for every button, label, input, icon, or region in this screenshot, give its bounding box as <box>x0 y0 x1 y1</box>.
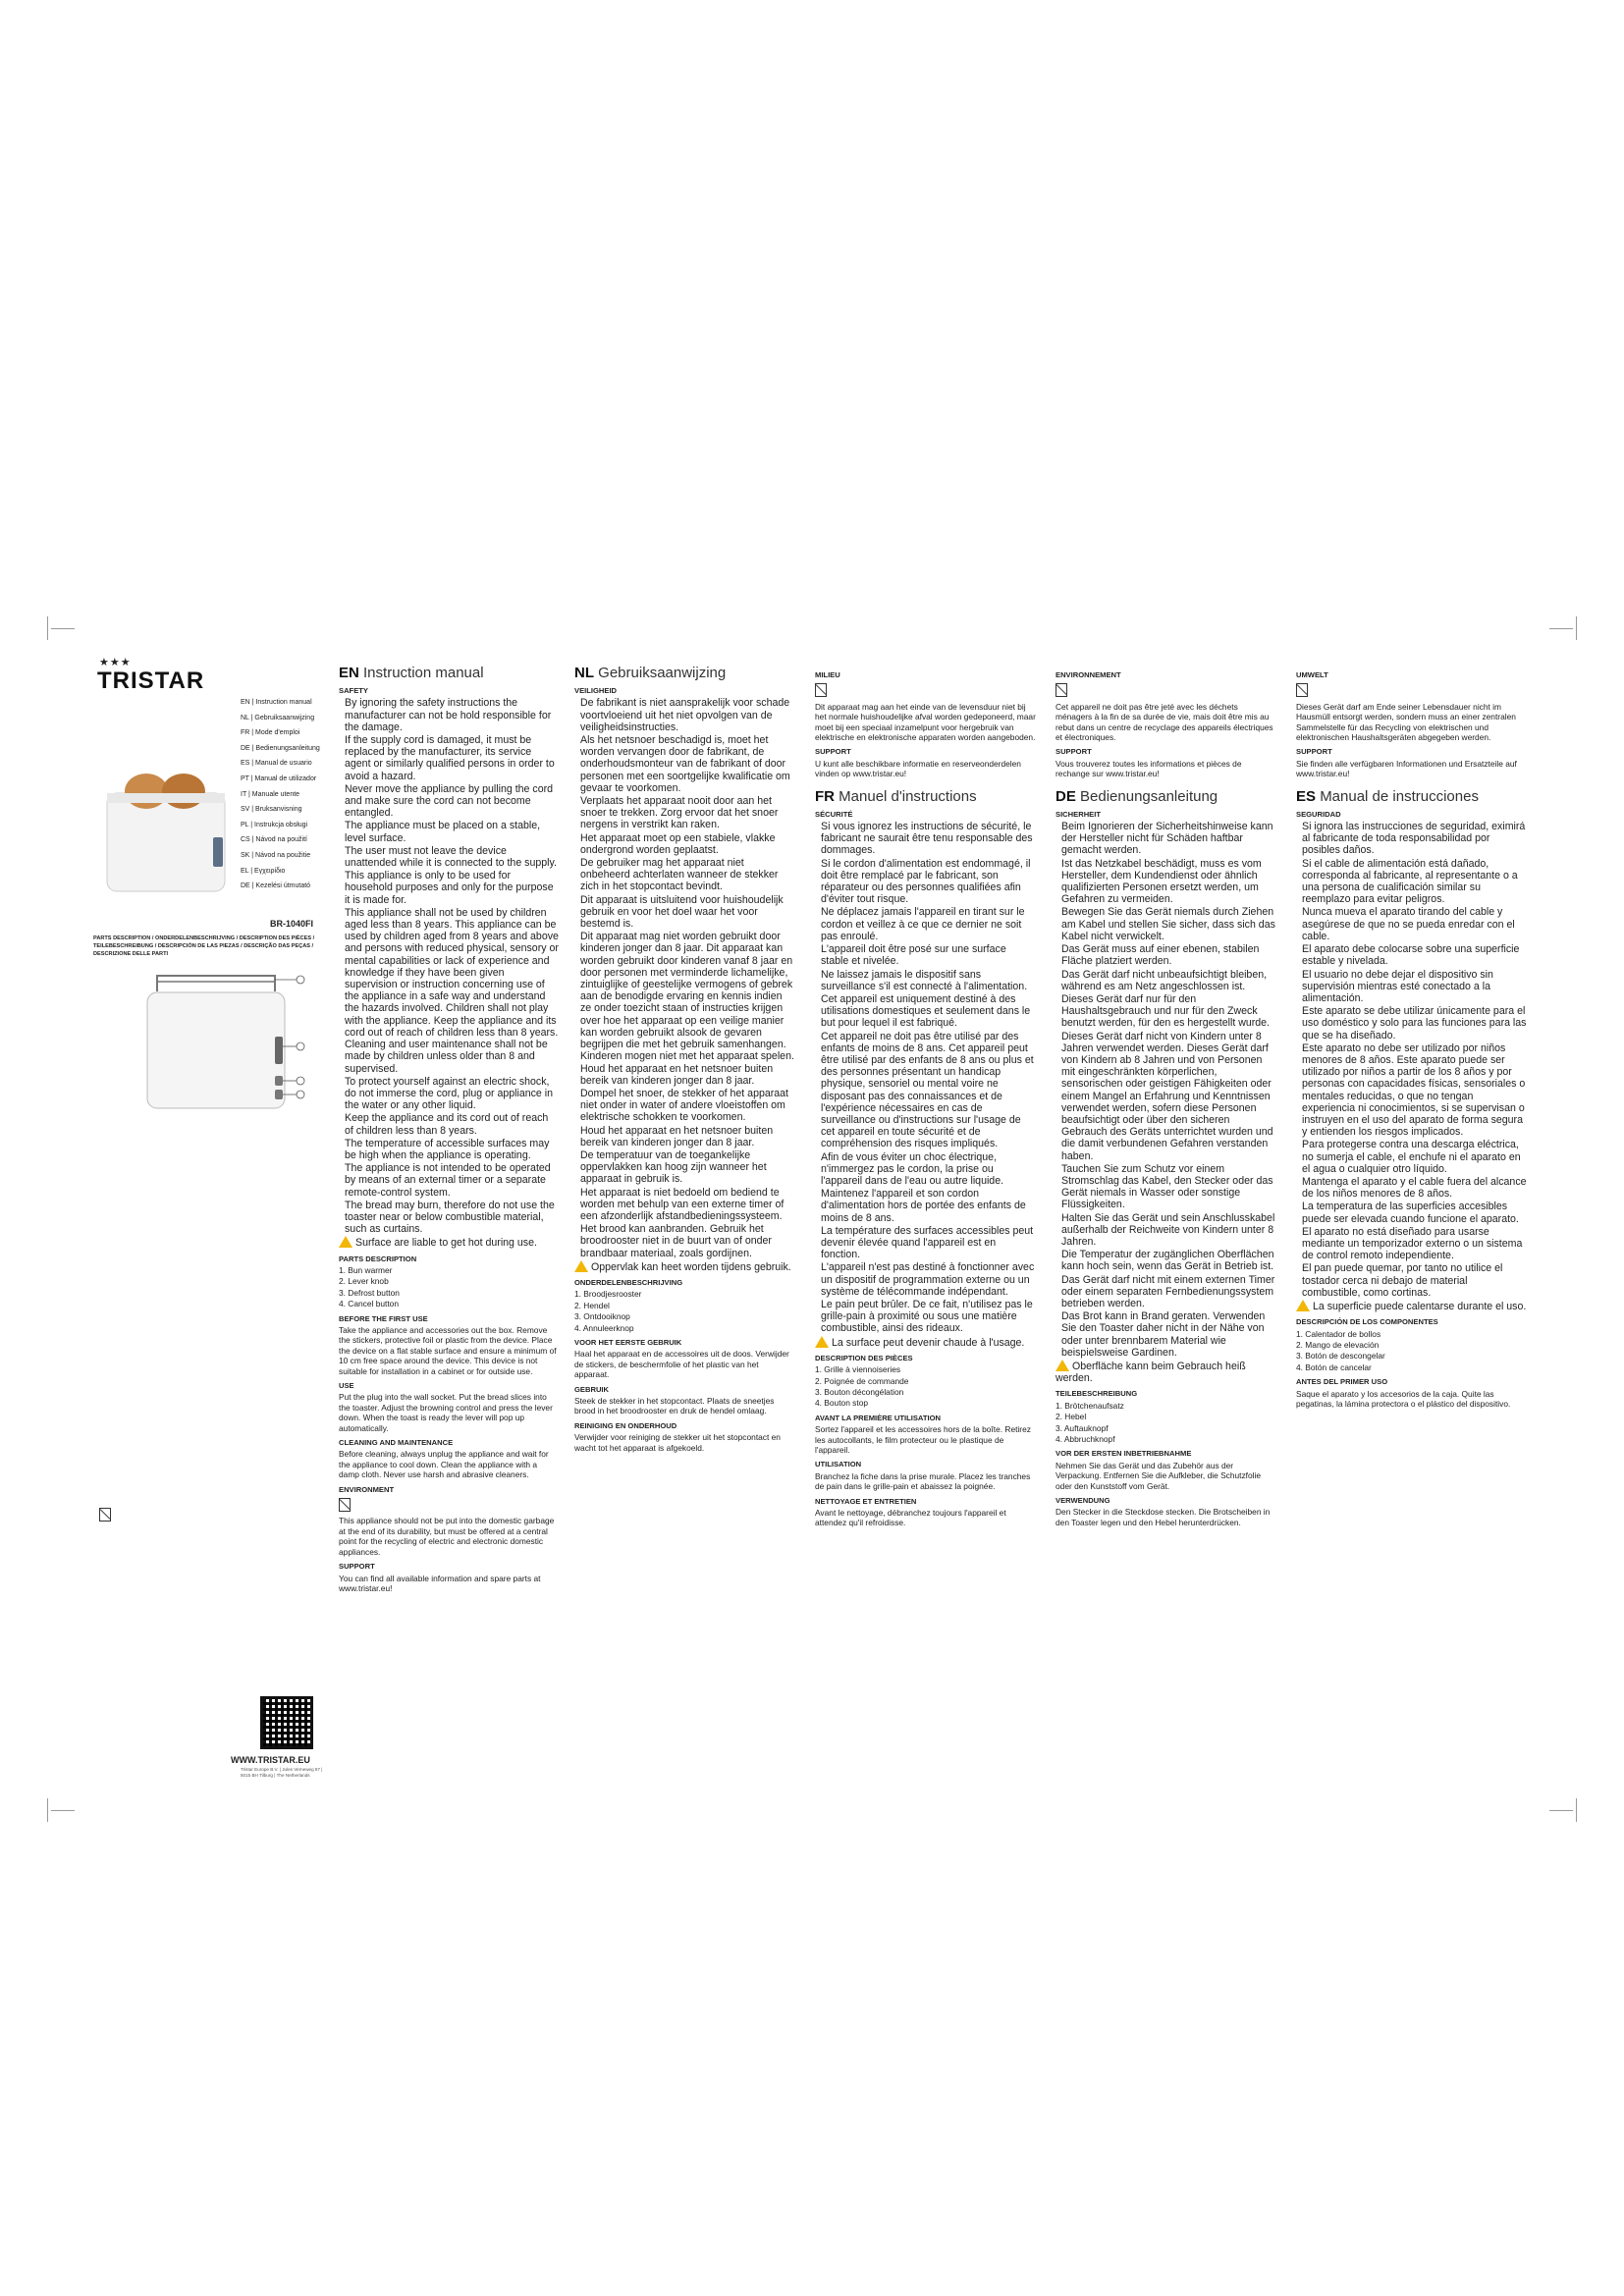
list-item: 4. Cancel button <box>339 1299 399 1309</box>
crop-mark <box>51 1810 75 1811</box>
first-use-heading: AVANT LA PREMIÈRE UTILISATION <box>815 1413 941 1422</box>
support-heading: SUPPORT <box>1296 747 1332 757</box>
language-list <box>241 695 320 894</box>
list-item: 3. Botón de descongelar <box>1296 1351 1385 1362</box>
language-item: NL | Gebruiksaanwijzing <box>241 714 315 721</box>
list-item: 1. Brötchenaufsatz <box>1056 1400 1124 1411</box>
cleaning-text: Before cleaning, always unplug the appliance and wait for the appliance to cool down. Clean the appliance with a damp cloth. Never use harsh and abrasive cleaners. <box>339 1449 549 1480</box>
list-item: • To protect yourself against an electric shock, do not immerse the cord, plug or appliance in the water or any other liquid. <box>345 1076 560 1112</box>
cleaning-text: Verwijder voor reiniging de stekker uit het stopcontact en wacht tot het apparaat is afgekoeld. <box>574 1432 781 1453</box>
list-item: • Als het netsnoer beschadigd is, moet het worden vervangen door de fabrikant, de onderhoudsmonteur van de fabrikant of door personen met een soortgelijke kwalificatie om gevaar te voorkomen. <box>580 734 795 794</box>
hot-surface-warning: Oppervlak kan heet worden tijdens gebruik. <box>574 1260 795 1273</box>
list-item: 2. Lever knob <box>339 1276 389 1287</box>
list-item: 3. Auftauknopf <box>1056 1422 1109 1433</box>
language-item: SK | Návod na použitie <box>241 851 311 859</box>
support-text: U kunt alle beschikbare informatie en reserveonderdelen vinden op www.tristar.eu! <box>815 758 1021 779</box>
support-heading: SUPPORT <box>815 747 851 757</box>
list-item: • The appliance must be placed on a stable, level surface. <box>345 820 560 843</box>
recycle-bin-icon <box>1056 683 1067 697</box>
use-heading: USE <box>339 1381 354 1391</box>
language-item: IT | Manuale utente <box>241 790 300 798</box>
support-text: Sie finden alle verfügbaren Informationen und Ersatzteile auf www.tristar.eu! <box>1296 758 1517 779</box>
language-item: DE | Kezelési útmutató <box>241 882 311 890</box>
list-item: • The temperature of accessible surfaces may be high when the appliance is operating. <box>345 1138 560 1161</box>
first-use-text: Saque el aparato y los accesorios de la caja. Quite las pegatinas, la lámina protectora o el plástico del dispositivo. <box>1296 1388 1511 1410</box>
model-number: BR-1040FI <box>270 919 314 929</box>
environment-text: Dit apparaat mag aan het einde van de levensduur niet bij het normale huishoudelijke afval worden gedeponeerd, maar moet bij een speciaal inzamelpunt voor hergebruik van elektrische en elektronische apparaten worden aangeboden. <box>815 701 1036 743</box>
list-item: 1. Grille à viennoiseries <box>815 1364 901 1375</box>
list-item: • Beim Ignorieren der Sicherheitshinweise kann der Hersteller nicht für Schäden haftbar gemacht werden. <box>1061 821 1276 857</box>
list-item: • Die Temperatur der zugänglichen Oberflächen kann hoch sein, wenn das Gerät in Betrieb ist. <box>1061 1249 1276 1272</box>
cleaning-heading: NETTOYAGE ET ENTRETIEN <box>815 1496 917 1506</box>
warning-icon <box>339 1236 352 1248</box>
section-title: ES Manual de instrucciones <box>1296 787 1479 805</box>
warning-icon <box>574 1260 588 1272</box>
language-item: CS | Návod na použití <box>241 836 307 844</box>
hot-surface-warning: Oberfläche kann beim Gebrauch heiß werden. <box>1056 1361 1246 1385</box>
section-title: EN Instruction manual <box>339 666 484 681</box>
list-item: 2. Hendel <box>574 1300 610 1310</box>
crop-mark <box>47 1798 48 1822</box>
crop-mark <box>1576 1798 1577 1822</box>
language-item: PT | Manual de utilizador <box>241 774 317 782</box>
list-item: • La température des surfaces accessibles peut devenir élevée quand l'appareil est en fonction. <box>821 1225 1036 1261</box>
environment-heading: UMWELT <box>1296 670 1328 679</box>
list-item: • Si ignora las instrucciones de seguridad, eximirá al fabricante de toda responsabilidad por posibles daños. <box>1302 821 1527 857</box>
first-use-heading: VOOR HET EERSTE GEBRUIK <box>574 1337 682 1347</box>
list-item: 1. Calentador de bollos <box>1296 1328 1381 1339</box>
environment-text: Dieses Gerät darf am Ende seiner Lebensdauer nicht im Hausmüll entsorgt werden, sondern muss an einer zentralen Sammelstelle für das Recycling von elektrischen und elektronischen Haushaltsgeräten abgegeben werden. <box>1296 701 1516 743</box>
nl-column <box>574 666 795 1770</box>
hot-surface-warning: La superficie puede calentarse durante el uso. <box>1296 1300 1527 1312</box>
list-item: • If the supply cord is damaged, it must be replaced by the manufacturer, its service agent or similarly qualified persons in order to avoid a hazard. <box>345 734 560 782</box>
list-item: • Cet appareil est uniquement destiné à des utilisations domestiques et seulement dans le but pour lequel il est fabriqué. <box>821 993 1036 1030</box>
address: Tristar Europe B.V. | Jules Verneweg 87 | 5015 BH Tilburg | The Netherlands <box>241 1767 323 1778</box>
safety-list <box>1296 821 1527 1299</box>
section-title: FR Manuel d'instructions <box>815 787 977 805</box>
parts-heading: DESCRIPCIÓN DE LOS COMPONENTES <box>1296 1317 1438 1327</box>
list-item: • Verplaats het apparaat nooit door aan het snoer te trekken. Zorg ervoor dat het snoer nergens in verstrikt kan raken. <box>580 795 795 831</box>
safety-list <box>815 821 1036 1335</box>
list-item: 1. Bun warmer <box>339 1264 393 1275</box>
list-item: • El pan puede quemar, por tanto no utilice el tostador cerca ni debajo de material combustible, como cortinas. <box>1302 1262 1527 1299</box>
safety-heading: VEILIGHEID <box>574 686 618 695</box>
list-item: • Das Gerät darf nicht mit einem externen Timer oder einem separaten Fernbedienungssystem betrieben werden. <box>1061 1274 1276 1310</box>
first-use-text: Nehmen Sie das Gerät und das Zubehör aus der Verpackung. Entfernen Sie die Aufkleber, die Schutzfolie oder den Kunststoff vom Gerät. <box>1056 1460 1262 1491</box>
list-item: • Cet appareil ne doit pas être utilisé par des enfants de moins de 8 ans. Cet appareil peut être utilisé par des enfants de 8 ans ou plus et des personnes présentant un handicap physique, sensoriel ou mental voire ne disposant pas des connaissances et de l'expérience nécessaires en cas de surveillance ou d'instructions sur l'usage de cet appareil en toute sécurité et de compréhension des risques impliqués. <box>821 1031 1036 1150</box>
parts-caption: PARTS DESCRIPTION / ONDERDELENBESCHRIJVING / DESCRIPTION DES PIÈCES / TEILEBESCHREIBUNG / DESCRIPCIÓN DE LAS PIEZAS / DESCRIÇÃO DAS PEÇAS / DESCRIZIONE DELLE PARTI <box>93 935 315 957</box>
list-item: • This appliance is only to be used for household purposes and only for the purpose it is made for. <box>345 870 560 906</box>
use-heading: VERWENDUNG <box>1056 1496 1110 1506</box>
cleaning-text: Avant le nettoyage, débranchez toujours l'appareil et attendez qu'il refroidisse. <box>815 1508 1006 1528</box>
list-item: • El aparato no está diseñado para usarse mediante un temporizador externo o un sistema de control remoto independiente. <box>1302 1226 1527 1262</box>
list-item: • Ne laissez jamais le dispositif sans surveillance s'il est connecté à l'alimentation. <box>821 969 1036 992</box>
safety-heading: SAFETY <box>339 686 368 695</box>
first-use-text: Haal het apparaat en de accessoires uit de doos. Verwijder de stickers, de beschermfolie of het plastic van het apparaat. <box>574 1349 789 1380</box>
list-item: • Este aparato no debe ser utilizado por niños menores de 8 años. Este aparato puede ser utilizado por niños a partir de los 8 años y por personas con capacidades físicas, sensoriales o mentales reducidas, o que no tengan experiencia ni conocimientos, si se supervisan o instruyen en el uso del aparato de forma segura y entienden los riesgos implicados. <box>1302 1042 1527 1139</box>
list-item: • Afin de vous éviter un choc électrique, n'immergez pas le cordon, la prise ou l'appareil dans de l'eau ou autre liquide. <box>821 1151 1036 1188</box>
list-item: • Le pain peut brûler. De ce fait, n'utilisez pas le grille-pain à proximité ou sous une matière combustible, ainsi des rideaux. <box>821 1299 1036 1335</box>
safety-list <box>339 697 560 1235</box>
list-item: 4. Annuleerknop <box>574 1322 634 1333</box>
section-title: NL Gebruiksaanwijzing <box>574 666 727 681</box>
list-item: • Mantenga el aparato y el cable fuera del alcance de los niños menores de 8 años. <box>1302 1176 1527 1200</box>
first-use-text: Sortez l'appareil et les accessoires hors de la boîte. Retirez les autocollants, le film protecteur ou le plastique de l'appareil. <box>815 1424 1031 1456</box>
section-title: DE Bedienungsanleitung <box>1056 787 1218 805</box>
warning-icon <box>1296 1300 1310 1311</box>
warning-icon <box>1056 1360 1069 1371</box>
first-use-heading: ANTES DEL PRIMER USO <box>1296 1377 1388 1387</box>
qr-code-icon <box>260 1696 313 1749</box>
parts-heading: PARTS DESCRIPTION <box>339 1254 417 1263</box>
list-item: • Este aparato se debe utilizar únicamente para el uso doméstico y solo para las funciones para las que se ha diseñado. <box>1302 1005 1527 1041</box>
language-item: PL | Instrukcja obsługi <box>241 821 308 828</box>
crop-mark <box>1576 616 1577 640</box>
language-item: FR | Mode d'emploi <box>241 729 300 737</box>
recycle-bin-icon <box>815 683 827 697</box>
cover-panel <box>93 656 324 1778</box>
recycle-bin-icon <box>1296 683 1308 697</box>
de-column <box>1056 666 1276 1770</box>
list-item: • Para protegerse contra una descarga eléctrica, no sumerja el cable, el enchufe ni el aparato en el agua o cualquier otro líquido. <box>1302 1139 1527 1175</box>
list-item: • L'appareil doit être posé sur une surface stable et nivelée. <box>821 943 1036 967</box>
recycle-bin-icon <box>339 1498 351 1512</box>
crop-mark <box>51 628 75 629</box>
list-item: • This appliance shall not be used by children aged less than 8 years. This appliance can be used by children aged from 8 years and above and persons with reduced physical, sensory or mental capabilities or lack of experience and knowledge if they have been given supervision or instruction concerning use of the appliance in a safe way and understand the hazards involved. Children shall not play with the appliance. Keep the appliance and its cord out of reach of children less than 8 years. Cleaning and user maintenance shall not be made by children unless older than 8 and supervised. <box>345 907 560 1075</box>
hot-surface-warning: Surface are liable to get hot during use. <box>339 1236 560 1249</box>
list-item: 2. Mango de elevación <box>1296 1340 1380 1350</box>
list-item: • De gebruiker mag het apparaat niet onbeheerd achterlaten wanneer de stekker zich in het stopcontact bevindt. <box>580 857 795 893</box>
recycle-bin-icon <box>99 1508 111 1522</box>
en-column <box>339 666 560 1770</box>
environment-text: This appliance should not be put into the domestic garbage at the end of its durability, but must be offered at a central point for the recycling of electric and electronic domestic appliances. <box>339 1516 555 1557</box>
list-item: • Ne déplacez jamais l'appareil en tirant sur le cordon et veillez à ce que ce dernier ne soit pas enroulé. <box>821 906 1036 942</box>
language-item: DE | Bedienungsanleitung <box>241 744 320 752</box>
brand-logo: TRISTAR <box>97 667 205 694</box>
list-item: 3. Bouton décongélation <box>815 1387 904 1398</box>
language-item: EN | Instruction manual <box>241 699 312 706</box>
safety-heading: SICHERHEIT <box>1056 809 1101 819</box>
list-item: 2. Poignée de commande <box>815 1375 909 1386</box>
environment-text: Cet appareil ne doit pas être jeté avec les déchets ménagers à la fin de sa durée de vie, mais doit être mis au rebut dans un centre de recyclage des appareils électriques et électroniques. <box>1056 701 1273 743</box>
safety-heading: SÉCURITÉ <box>815 809 853 819</box>
list-item: • Das Gerät darf nicht unbeaufsichtigt bleiben, während es am Netz angeschlossen ist. <box>1061 969 1276 992</box>
environment-heading: ENVIRONMENT <box>339 1484 395 1494</box>
list-item: • Houd het apparaat en het netsnoer buiten bereik van kinderen jonger dan 8 jaar. <box>580 1125 795 1148</box>
language-item: EL | Εγχειρίδιο <box>241 867 286 875</box>
es-column <box>1296 666 1527 1770</box>
list-item: • Het apparaat moet op een stabiele, vlakke ondergrond worden geplaatst. <box>580 832 795 856</box>
use-text: Den Stecker in die Steckdose stecken. Die Brotscheiben in den Toaster legen und den Hebel herunterdrücken. <box>1056 1507 1271 1527</box>
list-item: • Das Brot kann in Brand geraten. Verwenden Sie den Toaster daher nicht in der Nähe von oder unter brennbarem Material wie beispielsweise Gardinen. <box>1061 1310 1276 1359</box>
support-heading: SUPPORT <box>339 1562 375 1572</box>
crop-mark <box>1549 628 1573 629</box>
list-item: • Bewegen Sie das Gerät niemals durch Ziehen am Kabel und stellen Sie sicher, dass sich das Kabel nicht verwickelt. <box>1061 906 1276 942</box>
list-item: 4. Abbruchknopf <box>1056 1434 1115 1445</box>
list-item: • The user must not leave the device unattended while it is connected to the supply. <box>345 845 560 869</box>
list-item: • De temperatuur van de toegankelijke oppervlakken kan hoog zijn wanneer het apparaat in gebruik is. <box>580 1149 795 1186</box>
toaster-diagram <box>128 968 314 1115</box>
website: WWW.TRISTAR.EU <box>231 1755 310 1765</box>
support-text: Vous trouverez toutes les informations et pièces de rechange sur www.tristar.eu! <box>1056 758 1242 779</box>
list-item: 4. Botón de cancelar <box>1296 1362 1372 1372</box>
crop-mark <box>1549 1810 1573 1811</box>
brand-stars: ★★★ <box>99 657 132 668</box>
list-item: • La temperatura de las superficies accesibles puede ser elevada cuando funcione el aparato. <box>1302 1201 1527 1224</box>
safety-heading: SEGURIDAD <box>1296 809 1341 819</box>
fr-column <box>815 666 1036 1770</box>
safety-list <box>1056 821 1276 1359</box>
parts-heading: TEILEBESCHREIBUNG <box>1056 1389 1138 1399</box>
first-use-heading: VOR DER ERSTEN INBETRIEBNAHME <box>1056 1449 1192 1459</box>
list-item: • Keep the appliance and its cord out of reach of children less than 8 years. <box>345 1112 560 1136</box>
parts-heading: DESCRIPTION DES PIÈCES <box>815 1353 913 1362</box>
list-item: 1. Broodjesrooster <box>574 1289 642 1300</box>
list-item: 2. Hebel <box>1056 1412 1087 1422</box>
manual-sheet <box>93 656 1537 1778</box>
support-text: You can find all available information and spare parts at www.tristar.eu! <box>339 1573 541 1593</box>
warning-icon <box>815 1336 829 1348</box>
list-item: • Halten Sie das Gerät und sein Anschlusskabel außerhalb der Reichweite von Kindern unter 8 Jahren. <box>1061 1212 1276 1249</box>
list-item: • Dompel het snoer, de stekker of het apparaat niet onder in water of andere vloeistoffen om elektrische schokken te voorkomen. <box>580 1088 795 1124</box>
use-text: Steek de stekker in het stopcontact. Plaats de sneetjes brood in het broodrooster en druk de hendel omlaag. <box>574 1396 775 1416</box>
cleaning-heading: CLEANING AND MAINTENANCE <box>339 1438 454 1448</box>
first-use-text: Take the appliance and accessories out the box. Remove the stickers, protective foil or plastic from the device. Place the device on a flat stable surface and ensure a minimum of 10 cm free space around the device. This device is not suitable for installation in a cabinet or for outside use. <box>339 1324 557 1376</box>
list-item: • L'appareil n'est pas destiné à fonctionner avec un dispositif de programmation externe ou un système de télécommande indépendant. <box>821 1261 1036 1298</box>
use-text: Put the plug into the wall socket. Put the bread slices into the toaster. Adjust the browning control and press the lever down. When the toast is ready the lever will pop up automatically. <box>339 1392 553 1433</box>
first-use-heading: BEFORE THE FIRST USE <box>339 1313 428 1323</box>
environment-heading: ENVIRONNEMENT <box>1056 670 1121 679</box>
use-heading: UTILISATION <box>815 1460 862 1469</box>
language-item: ES | Manual de usuario <box>241 760 312 768</box>
list-item: • El aparato debe colocarse sobre una superficie estable y nivelada. <box>1302 943 1527 967</box>
list-item: 3. Defrost button <box>339 1287 400 1298</box>
hot-surface-warning: La surface peut devenir chaude à l'usage. <box>815 1336 1036 1349</box>
list-item: • Si le cordon d'alimentation est endommagé, il doit être remplacé par le fabricant, son réparateur ou des personnes qualifiées afin d'éviter tout risque. <box>821 858 1036 906</box>
list-item: • Tauchen Sie zum Schutz vor einem Stromschlag das Kabel, den Stecker oder das Gerät niemals in Wasser oder sonstige Flüssigkeiten. <box>1061 1163 1276 1211</box>
list-item: • Never move the appliance by pulling the cord and make sure the cord can not become entangled. <box>345 783 560 820</box>
cleaning-heading: REINIGING EN ONDERHOUD <box>574 1420 677 1430</box>
language-item: SV | Bruksanvisning <box>241 806 302 814</box>
list-item: • Si vous ignorez les instructions de sécurité, le fabricant ne saurait être tenu responsable des dommages. <box>821 821 1036 857</box>
list-item: • Si el cable de alimentación está dañado, corresponda al fabricante, al representante o a una persona de cualificación similar su reemplazo para evitar peligros. <box>1302 858 1527 906</box>
use-text: Branchez la fiche dans la prise murale. Placez les tranches de pain dans le grille-pain et abaissez la poignée. <box>815 1470 1031 1492</box>
list-item: • Maintenez l'appareil et son cordon d'alimentation hors de portée des enfants de moins de 8 ans. <box>821 1188 1036 1224</box>
list-item: 3. Ontdooiknop <box>574 1311 630 1322</box>
environment-heading: MILIEU <box>815 670 840 679</box>
use-heading: GEBRUIK <box>574 1384 610 1394</box>
list-item: • Dit apparaat is uitsluitend voor huishoudelijk gebruik en voor het doel waar het voor bestemd is. <box>580 894 795 931</box>
list-item: • The bread may burn, therefore do not use the toaster near or below combustible material, such as curtains. <box>345 1200 560 1236</box>
list-item: • By ignoring the safety instructions the manufacturer can not be hold responsible for the damage. <box>345 697 560 733</box>
list-item: • Het apparaat is niet bedoeld om bediend te worden met behulp van een externe timer of een afzonderlijk afstandbedieningssysteem. <box>580 1187 795 1223</box>
list-item: • Dit apparaat mag niet worden gebruikt door kinderen jonger dan 8 jaar. Dit apparaat kan worden gebruikt door kinderen vanaf 8 jaar en door personen met verminderde lichamelijke, zintuiglijke of geestelijke vermogens of gebrek aan de benodigde ervaring en kennis indien ze onder toezicht staan of instructies krijgen over hoe het apparaat op een veilige manier kan worden gebruikt alsook de gevaren begrijpen die met het gebruik samenhangen. Kinderen mogen niet met het apparaat spelen. Houd het apparaat en het netsnoer buiten bereik van kinderen jonger dan 8 jaar. <box>580 931 795 1087</box>
parts-heading: ONDERDELENBESCHRIJVING <box>574 1277 683 1287</box>
crop-mark <box>47 616 48 640</box>
safety-list <box>574 697 795 1258</box>
list-item: • Ist das Netzkabel beschädigt, muss es vom Hersteller, dem Kundendienst oder ähnlich qualifizierten Personen ersetzt werden, um Gefahren zu vermeiden. <box>1061 858 1276 906</box>
toaster-photo <box>97 754 240 901</box>
list-item: • Het brood kan aanbranden. Gebruik het broodrooster niet in de buurt van of onder brandbaar materiaal, zoals gordijnen. <box>580 1223 795 1259</box>
list-item: • Dieses Gerät darf nur für den Haushaltsgebrauch und nur für den Zweck benutzt werden, für den es hergestellt wurde. <box>1061 993 1276 1030</box>
list-item: • El usuario no debe dejar el dispositivo sin supervisión mientras esté conectado a la alimentación. <box>1302 969 1527 1005</box>
support-heading: SUPPORT <box>1056 747 1092 757</box>
list-item: • De fabrikant is niet aansprakelijk voor schade voortvloeiend uit het niet opvolgen van de veiligheidsinstructies. <box>580 697 795 733</box>
list-item: • Nunca mueva el aparato tirando del cable y asegúrese de que no se pueda enredar con el cable. <box>1302 906 1527 942</box>
list-item: 4. Bouton stop <box>815 1398 869 1409</box>
list-item: • Dieses Gerät darf nicht von Kindern unter 8 Jahren verwendet werden. Dieses Gerät darf von Kindern ab 8 Jahren und von Personen mit eingeschränkten körperlichen, sensorischen oder geistigen Fähigkeiten oder einem Mangel an Erfahrung und Kenntnissen verwendet werden, sofern diese Personen beaufsichtigt oder über den sicheren Gebrauch des Geräts unterrichtet wurden und die damit verbundenen Gefahren verstanden haben. <box>1061 1031 1276 1162</box>
list-item: • The appliance is not intended to be operated by means of an external timer or a separate remote-control system. <box>345 1162 560 1199</box>
list-item: • Das Gerät muss auf einer ebenen, stabilen Fläche platziert werden. <box>1061 943 1276 967</box>
